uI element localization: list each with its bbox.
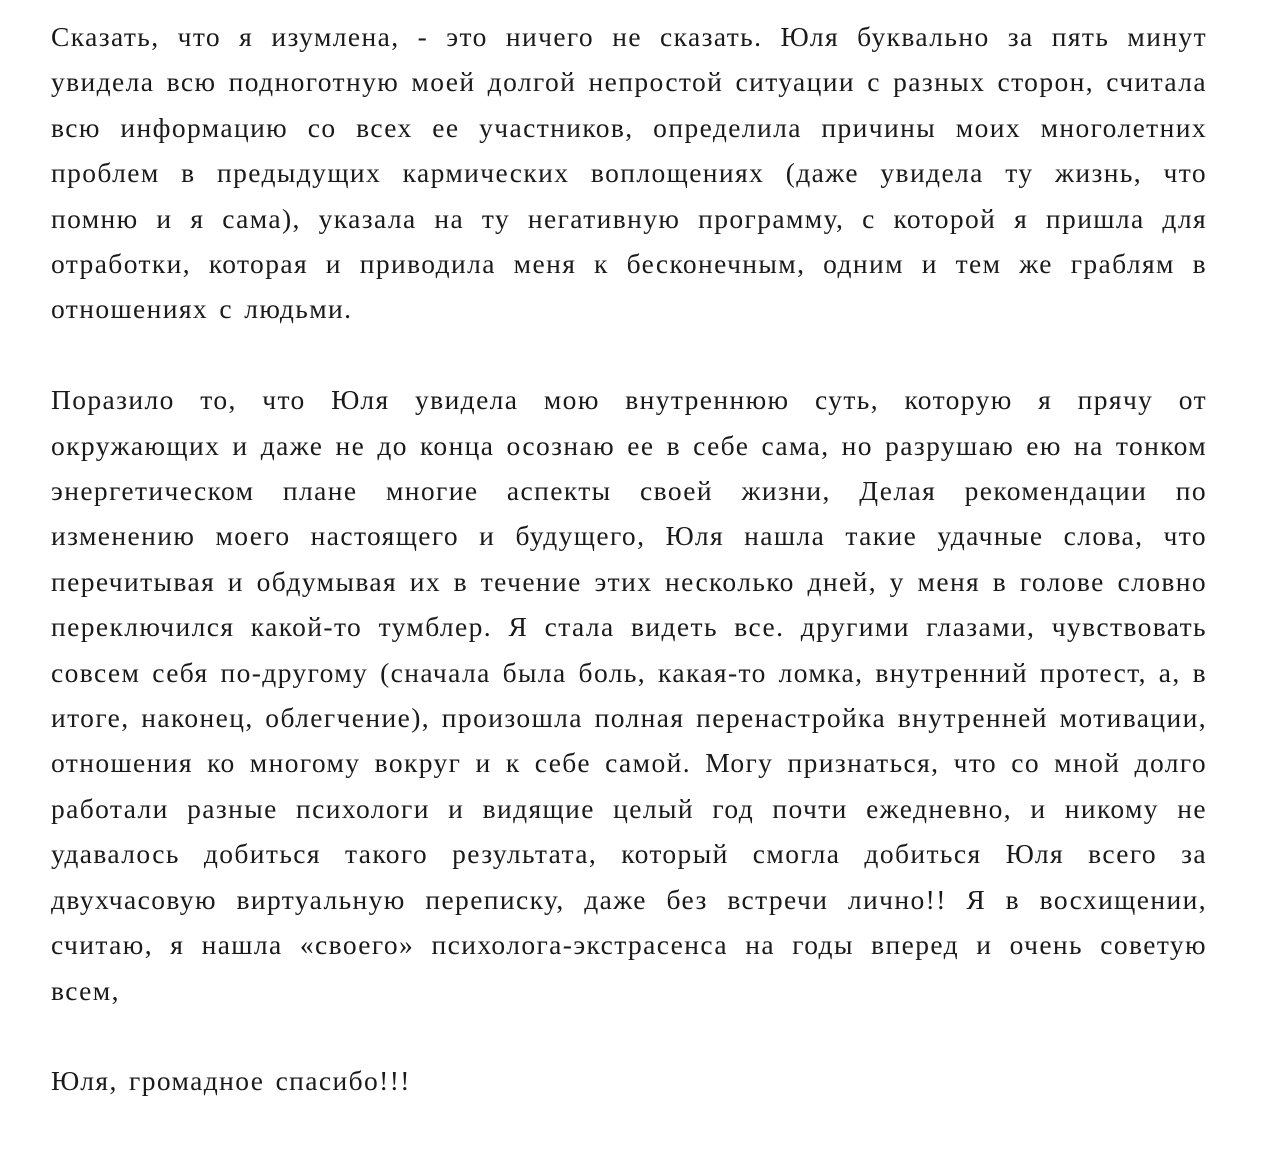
paragraph-thanks: Юля, громадное спасибо!!! [51, 1065, 411, 1097]
paragraph-main: Поразило то, что Юля увидела мою внутреннюю суть, которую я прячу от окружающих и даже не до конца осознаю ее в себе сама, но разрушаю ею на тонком энергетическом плане многие аспекты своей жизни, Делая рекомендации по изменению моего настоящего и будущего, Юля нашла такие удачные слова, что перечитывая и обдумывая их в течение этих несколько дней, у меня в голове словно переключился какой-то тумблер. Я стала видеть все. другими глазами, чувствовать совсем себя по-другому (сначала была боль, какая-то ломка, внутренний протест, а, в итоге, наконец, облегчение), произошла полная перенастройка внутренней мотивации, отношения ко многому вокруг и к себе самой. Могу признаться, что со мной долго работали разные психологи и видящие целый год почти ежедневно, и никому не удавалось добиться такого результата, который смогла добиться Юля всего за двухчасовую виртуальную переписку, даже без встречи лично!! Я в восхищении, считаю, я нашла «своего» психолога-экстрасенса на годы вперед и очень советую всем, [51, 384, 1207, 1006]
paragraph-spacer [51, 332, 1207, 377]
paragraph-spacer [51, 1013, 1207, 1058]
document-body [51, 14, 1207, 1104]
paragraph-intro: Сказать, что я изумлена, - это ничего не сказать. Юля буквально за пять минут увидела всю подноготную моей долгой непростой ситуации с разных сторон, считала всю информацию со всех ее участников, определила причины моих многолетних проблем в предыдущих кармических воплощениях (даже увидела ту жизнь, что помню и я сама), указала на ту негативную программу, с которой я пришла для отработки, которая и приводила меня к бесконечным, одним и тем же граблям в отношениях с людьми. [51, 21, 1207, 325]
